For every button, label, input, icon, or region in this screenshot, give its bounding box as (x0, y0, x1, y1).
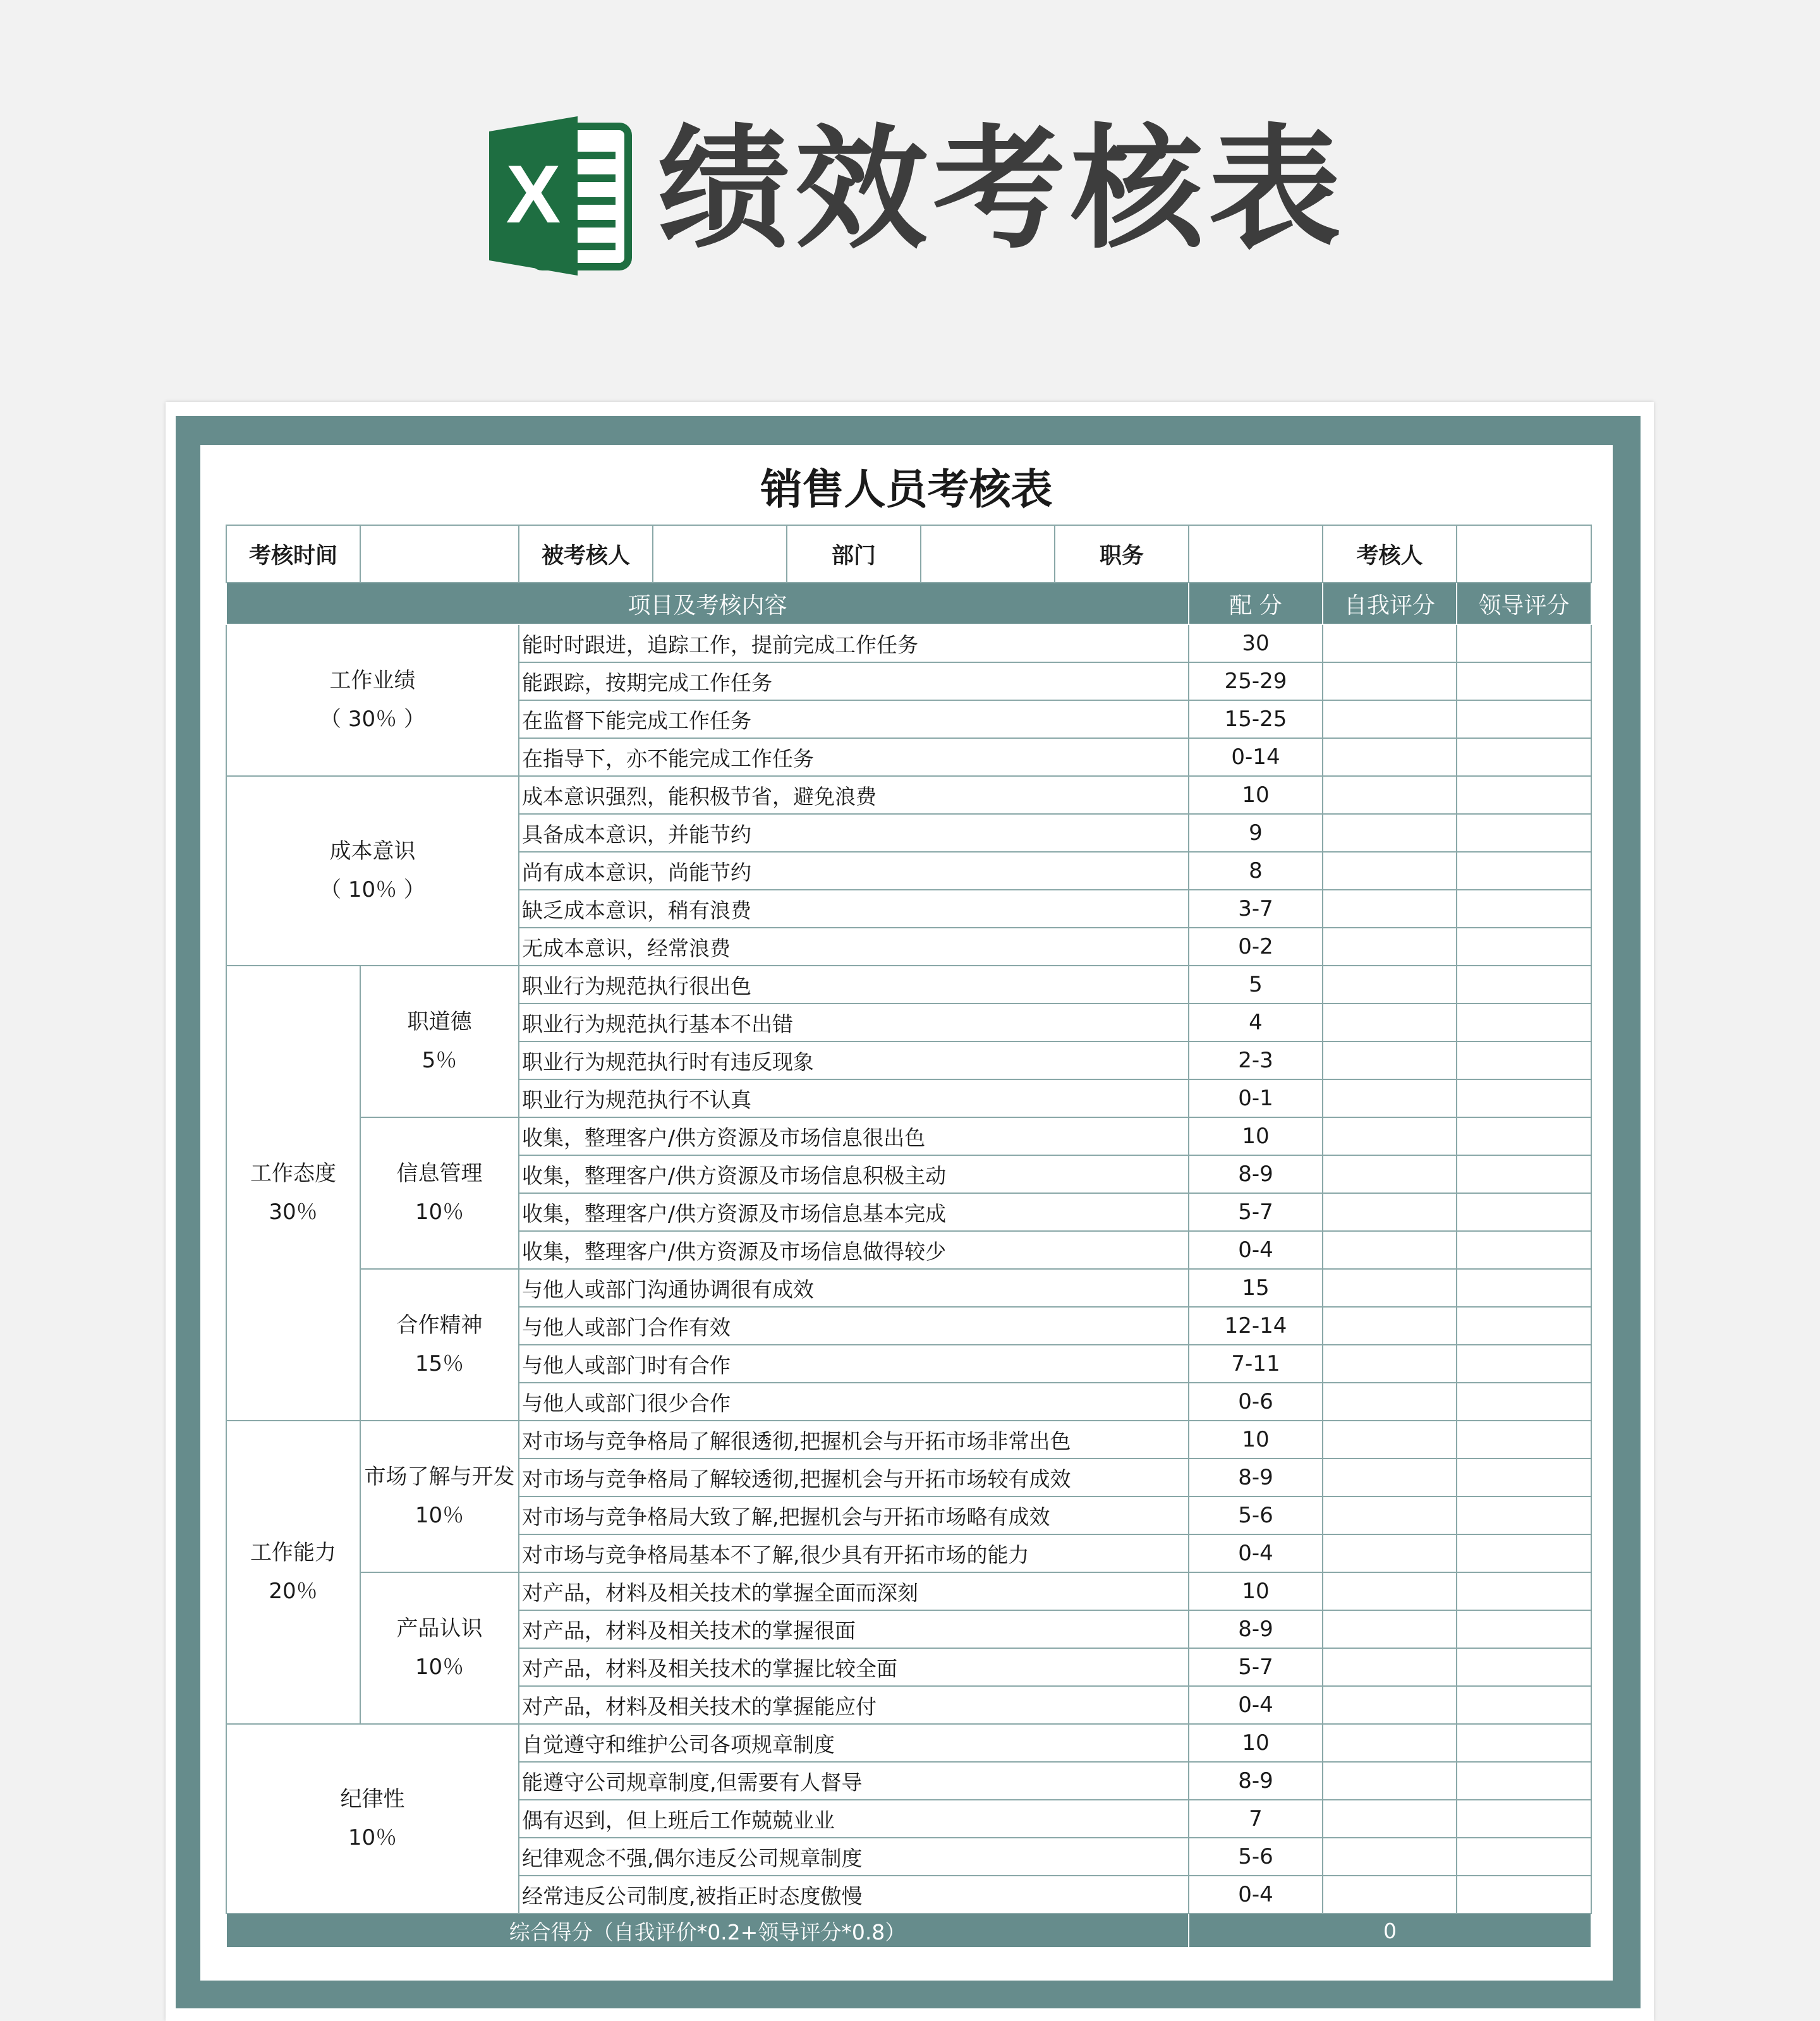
header-row (226, 583, 1591, 624)
self-score-cell[interactable] (1323, 1800, 1457, 1838)
subcategory-product: 产品认识 10％ (360, 1572, 519, 1724)
leader-score-cell[interactable] (1457, 1193, 1591, 1231)
self-score-cell[interactable] (1323, 1876, 1457, 1914)
self-score-cell[interactable] (1323, 1496, 1457, 1534)
self-score-cell[interactable] (1323, 1193, 1457, 1231)
item-score: 8-9 (1189, 1762, 1323, 1800)
item-desc: 对市场与竞争格局基本不了解,很少具有开拓市场的能力 (519, 1534, 1189, 1572)
item-desc: 对产品，材料及相关技术的掌握比较全面 (519, 1648, 1189, 1686)
self-score-cell[interactable] (1323, 890, 1457, 928)
subcategory-teamwork: 合作精神 15％ (360, 1269, 519, 1421)
item-score: 0-2 (1189, 928, 1323, 966)
leader-score-cell[interactable] (1457, 1648, 1591, 1686)
dept-field[interactable] (921, 525, 1055, 583)
leader-score-cell[interactable] (1457, 662, 1591, 700)
self-score-cell[interactable] (1323, 1648, 1457, 1686)
item-desc: 能遵守公司规章制度,但需要有人督导 (519, 1762, 1189, 1800)
table-row (226, 776, 1591, 814)
category-ability: 工作能力 20％ (226, 1421, 360, 1724)
self-score-cell[interactable] (1323, 1004, 1457, 1041)
appraisal-table (226, 525, 1592, 1948)
item-score: 10 (1189, 1724, 1323, 1762)
self-score-cell[interactable] (1323, 1724, 1457, 1762)
table-row (226, 1269, 1591, 1307)
leader-score-cell[interactable] (1457, 776, 1591, 814)
item-desc: 对市场与竞争格局了解很透彻,把握机会与开拓市场非常出色 (519, 1421, 1189, 1459)
self-score-cell[interactable] (1323, 1421, 1457, 1459)
leader-score-cell[interactable] (1457, 1345, 1591, 1383)
leader-score-cell[interactable] (1457, 1041, 1591, 1079)
item-desc: 纪律观念不强,偶尔违反公司规章制度 (519, 1838, 1189, 1876)
item-desc: 能跟踪，按期完成工作任务 (519, 662, 1189, 700)
item-desc: 职业行为规范执行基本不出错 (519, 1004, 1189, 1041)
table-row (226, 1421, 1591, 1459)
header-self: 自我评分 (1323, 583, 1457, 624)
item-score: 9 (1189, 814, 1323, 852)
leader-score-cell[interactable] (1457, 624, 1591, 662)
item-desc: 收集，整理客户/供方资源及市场信息很出色 (519, 1117, 1189, 1155)
leader-score-cell[interactable] (1457, 1459, 1591, 1496)
self-score-cell[interactable] (1323, 814, 1457, 852)
item-desc: 与他人或部门时有合作 (519, 1345, 1189, 1383)
leader-score-cell[interactable] (1457, 1800, 1591, 1838)
sheet (200, 445, 1613, 1981)
leader-score-cell[interactable] (1457, 852, 1591, 890)
item-desc: 与他人或部门很少合作 (519, 1383, 1189, 1421)
item-score: 10 (1189, 776, 1323, 814)
item-score: 5-7 (1189, 1648, 1323, 1686)
item-score: 8-9 (1189, 1459, 1323, 1496)
category-performance: 工作业绩 （ 30％ ） (226, 624, 519, 776)
leader-score-cell[interactable] (1457, 1269, 1591, 1307)
item-score: 10 (1189, 1117, 1323, 1155)
subcategory-ethics: 职道德 5％ (360, 966, 519, 1117)
item-desc: 职业行为规范执行很出色 (519, 966, 1189, 1004)
item-score: 0-4 (1189, 1876, 1323, 1914)
self-score-cell[interactable] (1323, 1534, 1457, 1572)
item-desc: 职业行为规范执行时有违反现象 (519, 1041, 1189, 1079)
item-score: 3-7 (1189, 890, 1323, 928)
item-score: 8 (1189, 852, 1323, 890)
leader-score-cell[interactable] (1457, 1155, 1591, 1193)
item-desc: 具备成本意识，并能节约 (519, 814, 1189, 852)
leader-score-cell[interactable] (1457, 928, 1591, 966)
item-score: 0-6 (1189, 1383, 1323, 1421)
leader-score-cell[interactable] (1457, 1231, 1591, 1269)
leader-score-cell[interactable] (1457, 966, 1591, 1004)
self-score-cell[interactable] (1323, 1572, 1457, 1610)
self-score-cell[interactable] (1323, 1762, 1457, 1800)
self-score-cell[interactable] (1323, 1838, 1457, 1876)
leader-score-cell[interactable] (1457, 1079, 1591, 1117)
self-score-cell[interactable] (1323, 1155, 1457, 1193)
item-desc: 经常违反公司制度,被指正时态度傲慢 (519, 1876, 1189, 1914)
item-score: 4 (1189, 1004, 1323, 1041)
item-desc: 对产品，材料及相关技术的掌握很面 (519, 1610, 1189, 1648)
leader-score-cell[interactable] (1457, 1496, 1591, 1534)
table-row (226, 966, 1591, 1004)
leader-score-cell[interactable] (1457, 738, 1591, 776)
self-score-cell[interactable] (1323, 1307, 1457, 1345)
self-score-cell[interactable] (1323, 1231, 1457, 1269)
category-cost: 成本意识 （ 10％ ） (226, 776, 519, 966)
item-score: 5-6 (1189, 1496, 1323, 1534)
self-score-cell[interactable] (1323, 852, 1457, 890)
item-desc: 对产品，材料及相关技术的掌握能应付 (519, 1686, 1189, 1724)
item-desc: 对市场与竞争格局大致了解,把握机会与开拓市场略有成效 (519, 1496, 1189, 1534)
time-label: 考核时间 (226, 525, 360, 583)
banner (0, 95, 1820, 284)
item-desc: 收集，整理客户/供方资源及市场信息做得较少 (519, 1231, 1189, 1269)
leader-score-cell[interactable] (1457, 1572, 1591, 1610)
item-score: 0-1 (1189, 1079, 1323, 1117)
position-label: 职务 (1055, 525, 1189, 583)
item-desc: 无成本意识，经常浪费 (519, 928, 1189, 966)
self-score-cell[interactable] (1323, 1041, 1457, 1079)
reviewer-label: 考核人 (1323, 525, 1457, 583)
item-score: 10 (1189, 1572, 1323, 1610)
form-title: 销售人员考核表 (760, 465, 1053, 514)
item-score: 5-7 (1189, 1193, 1323, 1231)
item-score: 15-25 (1189, 700, 1323, 738)
leader-score-cell[interactable] (1457, 1686, 1591, 1724)
self-score-cell[interactable] (1323, 738, 1457, 776)
leader-score-cell[interactable] (1457, 1117, 1591, 1155)
table-row (226, 1117, 1591, 1155)
item-desc: 对产品，材料及相关技术的掌握全面而深刻 (519, 1572, 1189, 1610)
self-score-cell[interactable] (1323, 1269, 1457, 1307)
item-score: 0-4 (1189, 1686, 1323, 1724)
item-score: 7-11 (1189, 1345, 1323, 1383)
item-score: 0-4 (1189, 1231, 1323, 1269)
item-score: 7 (1189, 1800, 1323, 1838)
info-row (226, 525, 1591, 583)
item-desc: 与他人或部门沟通协调很有成效 (519, 1269, 1189, 1307)
leader-score-cell[interactable] (1457, 1610, 1591, 1648)
self-score-cell[interactable] (1323, 1383, 1457, 1421)
self-score-cell[interactable] (1323, 1117, 1457, 1155)
self-score-cell[interactable] (1323, 1345, 1457, 1383)
item-desc: 自觉遵守和维护公司各项规章制度 (519, 1724, 1189, 1762)
header-leader: 领导评分 (1457, 583, 1591, 624)
dept-label: 部门 (787, 525, 921, 583)
self-score-cell[interactable] (1323, 700, 1457, 738)
table-row (226, 1724, 1591, 1762)
item-score: 2-3 (1189, 1041, 1323, 1079)
item-desc: 能时时跟进，追踪工作，提前完成工作任务 (519, 624, 1189, 662)
person-field[interactable] (653, 525, 787, 583)
subcategory-info: 信息管理 10％ (360, 1117, 519, 1269)
total-value: 0 (1189, 1914, 1591, 1948)
subcategory-market: 市场了解与开发 10％ (360, 1421, 519, 1572)
self-score-cell[interactable] (1323, 1610, 1457, 1648)
total-row (226, 1914, 1591, 1948)
self-score-cell[interactable] (1323, 1686, 1457, 1724)
banner-title: 绩效考核表 (657, 112, 1347, 267)
leader-score-cell[interactable] (1457, 890, 1591, 928)
header-score: 配 分 (1189, 583, 1323, 624)
leader-score-cell[interactable] (1457, 1004, 1591, 1041)
table-row (226, 624, 1591, 662)
leader-score-cell[interactable] (1457, 1724, 1591, 1762)
category-attitude: 工作态度 30％ (226, 966, 360, 1421)
self-score-cell[interactable] (1323, 966, 1457, 1004)
leader-score-cell[interactable] (1457, 1876, 1591, 1914)
item-score: 30 (1189, 624, 1323, 662)
leader-score-cell[interactable] (1457, 1383, 1591, 1421)
item-desc: 收集，整理客户/供方资源及市场信息积极主动 (519, 1155, 1189, 1193)
person-label: 被考核人 (519, 525, 653, 583)
item-score: 5 (1189, 966, 1323, 1004)
item-desc: 尚有成本意识，尚能节约 (519, 852, 1189, 890)
self-score-cell[interactable] (1323, 624, 1457, 662)
reviewer-field[interactable] (1457, 525, 1591, 583)
item-score: 8-9 (1189, 1155, 1323, 1193)
item-desc: 缺乏成本意识，稍有浪费 (519, 890, 1189, 928)
leader-score-cell[interactable] (1457, 1421, 1591, 1459)
leader-score-cell[interactable] (1457, 1534, 1591, 1572)
item-score: 8-9 (1189, 1610, 1323, 1648)
leader-score-cell[interactable] (1457, 700, 1591, 738)
item-desc: 成本意识强烈，能积极节省，避免浪费 (519, 776, 1189, 814)
leader-score-cell[interactable] (1457, 814, 1591, 852)
item-desc: 偶有迟到，但上班后工作兢兢业业 (519, 1800, 1189, 1838)
item-score: 12-14 (1189, 1307, 1323, 1345)
leader-score-cell[interactable] (1457, 1762, 1591, 1800)
self-score-cell[interactable] (1323, 776, 1457, 814)
item-score: 10 (1189, 1421, 1323, 1459)
item-desc: 在监督下能完成工作任务 (519, 700, 1189, 738)
item-score: 15 (1189, 1269, 1323, 1307)
leader-score-cell[interactable] (1457, 1838, 1591, 1876)
item-desc: 职业行为规范执行不认真 (519, 1079, 1189, 1117)
excel-logo-icon (489, 114, 634, 278)
logo-letter: X (506, 148, 561, 240)
self-score-cell[interactable] (1323, 1079, 1457, 1117)
time-field[interactable] (360, 525, 519, 583)
item-score: 5-6 (1189, 1838, 1323, 1876)
item-score: 0-4 (1189, 1534, 1323, 1572)
item-desc: 对市场与竞争格局了解较透彻,把握机会与开拓市场较有成效 (519, 1459, 1189, 1496)
item-desc: 与他人或部门合作有效 (519, 1307, 1189, 1345)
total-label: 综合得分（自我评价*0.2+领导评分*0.8） (226, 1914, 1189, 1948)
position-field[interactable] (1189, 525, 1323, 583)
item-desc: 在指导下，亦不能完成工作任务 (519, 738, 1189, 776)
self-score-cell[interactable] (1323, 1459, 1457, 1496)
table-row (226, 1572, 1591, 1610)
self-score-cell[interactable] (1323, 928, 1457, 966)
leader-score-cell[interactable] (1457, 1307, 1591, 1345)
header-content: 项目及考核内容 (226, 583, 1189, 624)
category-discipline: 纪律性 10％ (226, 1724, 519, 1914)
item-score: 25-29 (1189, 662, 1323, 700)
item-desc: 收集，整理客户/供方资源及市场信息基本完成 (519, 1193, 1189, 1231)
self-score-cell[interactable] (1323, 662, 1457, 700)
item-score: 0-14 (1189, 738, 1323, 776)
